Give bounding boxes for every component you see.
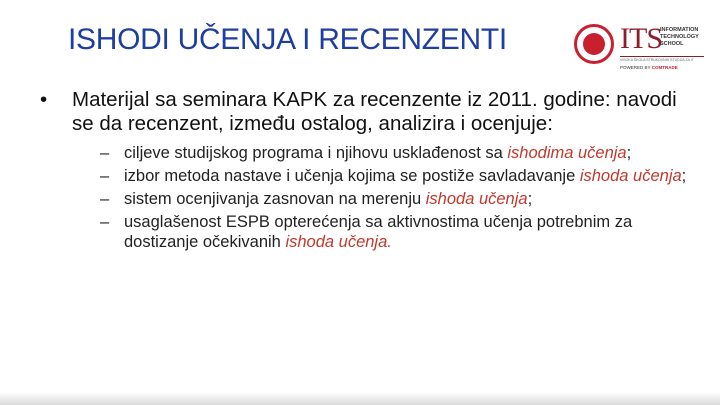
sub-item: – izbor metoda nastave i učenja kojima se postiže savladavanje ishoda učenja; — [100, 167, 687, 185]
page-title: ISHODI UČENJA I RECENZENTI — [68, 23, 507, 56]
sub-item: – sistem ocenjivanja zasnovan na merenju ishoda učenja; — [100, 190, 533, 208]
bullet-text: Materijal sa seminara KAPK za recenzente iz 2011. godine: navodi se da recenzent, između ostalog, analizira i ocenjuje: — [72, 88, 677, 135]
sub-item: – usaglašenost ESPB opterećenja sa aktivnostima učenja potrebnim za dostizanje očekivanih ishoda učenja. — [100, 213, 633, 251]
emphasis-text: ishodima učenja — [507, 144, 627, 162]
logo-subtitle: VISOKA ŠKOLA STRUKOVNIH STUDIJA ZA IT — [620, 58, 694, 62]
emphasis-text: ishoda učenja — [579, 167, 682, 185]
dash-icon: – — [100, 213, 110, 231]
emphasis-text: ishoda učenja. — [285, 233, 392, 251]
slide-content — [30, 88, 690, 255]
sub-item: – ciljeve studijskog programa i njihovu usklađenost sa ishodima učenja; — [100, 144, 632, 162]
logo-school-name: INFORMATION TECHNOLOGY SCHOOL — [660, 27, 699, 47]
seal-icon — [574, 24, 614, 64]
dash-icon: – — [100, 167, 110, 185]
emphasis-text: ishoda učenja — [425, 190, 528, 208]
logo-mark: ITS — [620, 22, 662, 55]
logo-divider — [620, 56, 704, 57]
bullet-icon: • — [40, 88, 48, 111]
bottom-shadow-bar — [0, 392, 720, 405]
its-logo — [574, 22, 704, 74]
dash-icon: – — [100, 144, 110, 162]
logo-powered-by: POWERED BY COMTRADE — [620, 65, 678, 70]
bullet-item — [30, 88, 690, 136]
sub-list — [98, 143, 688, 252]
dash-icon: – — [100, 190, 110, 208]
